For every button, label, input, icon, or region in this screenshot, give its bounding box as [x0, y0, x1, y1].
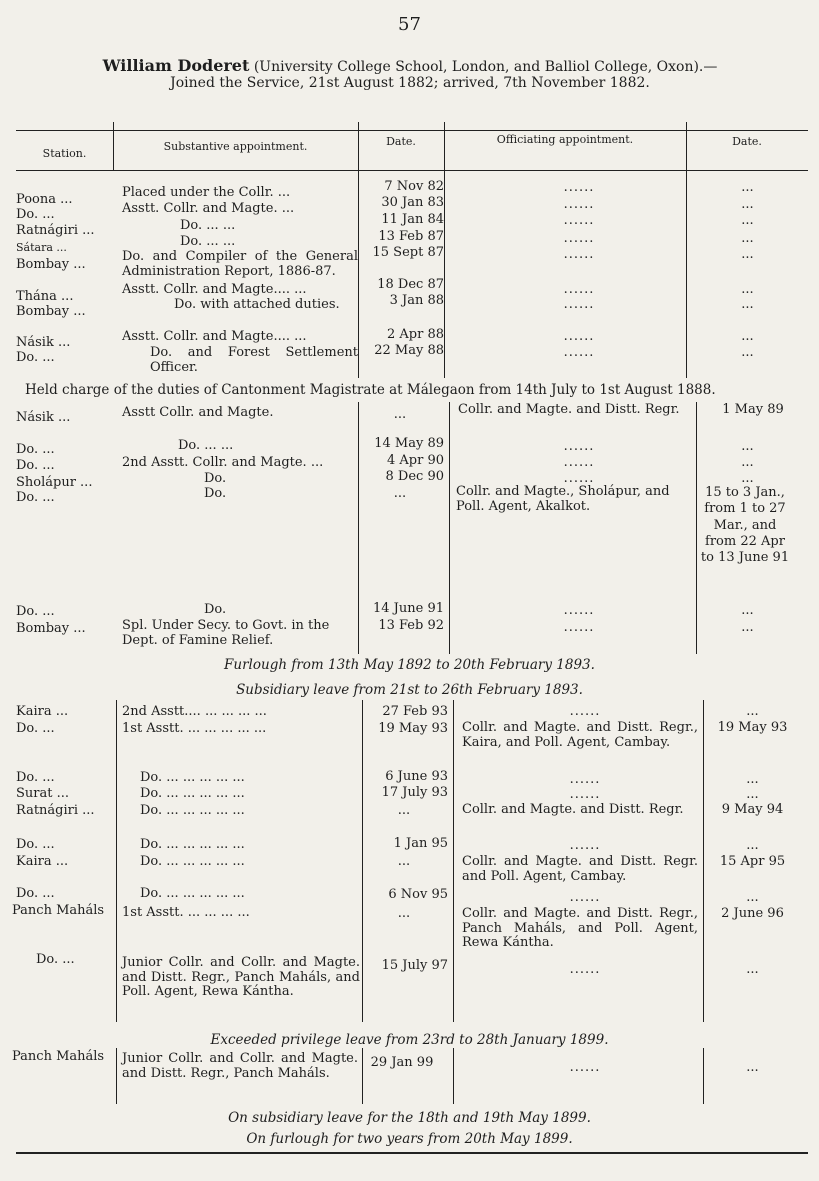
- top-rule: [16, 130, 808, 131]
- substantive-cell: Junior Collr. and Collr. and Magte. and Distt. Regr., Panch Maháls.: [122, 1051, 358, 1081]
- note-privilege-leave: Exceeded privilege leave from 23rd to 28th January 1899.: [210, 1032, 609, 1048]
- date-cell: ...: [397, 803, 411, 818]
- officiating-date-cell: ...: [746, 838, 759, 853]
- substantive-cell: Do.: [204, 602, 227, 617]
- officiating-cell: ......: [563, 603, 595, 618]
- col-line-1c: [116, 700, 117, 1022]
- officiating-cell: ......: [563, 471, 595, 486]
- officiating-cell: ......: [563, 282, 595, 297]
- officiating-cell: ......: [563, 231, 595, 246]
- substantive-cell: Asstt Collr. and Magte.: [122, 405, 274, 420]
- date-cell: ...: [397, 854, 411, 869]
- officiating-cell: ......: [563, 247, 595, 262]
- substantive-cell: Do. ... ...: [180, 234, 236, 249]
- date-cell: 18 Dec 87: [377, 277, 444, 292]
- officiating-date-cell: 1 May 89: [722, 402, 784, 417]
- officiating-cell: Collr. and Magte. and Distt. Regr.: [462, 802, 684, 817]
- header-odate: Date.: [732, 135, 762, 148]
- officiating-cell: Collr. and Magte. and Distt. Regr., Kaira, and Poll. Agent, Cambay.: [462, 720, 698, 750]
- date-cell: 13 Feb 92: [378, 618, 444, 633]
- station-cell: Panch Maháls: [12, 903, 105, 918]
- officiating-cell: Collr. and Magte. and Distt. Regr.: [458, 402, 680, 417]
- officiating-date-cell: ...: [741, 247, 754, 262]
- station-cell: Násik ...: [16, 410, 71, 425]
- substantive-cell: Asstt. Collr. and Magte. ...: [122, 201, 295, 216]
- station-cell: Poona ...: [16, 192, 73, 207]
- officiating-date-cell: ...: [741, 282, 754, 297]
- station-cell: Do. ...: [16, 837, 55, 852]
- note-subsidiary-1899: On subsidiary leave for the 18th and 19th May 1899.: [228, 1110, 591, 1126]
- header-station: Station.: [42, 147, 87, 160]
- substantive-cell: Do. with attached duties.: [174, 297, 340, 312]
- date-cell: 7 Nov 82: [384, 179, 444, 194]
- col-line-3a: [444, 122, 445, 378]
- officiating-date-cell: ...: [741, 329, 754, 344]
- date-cell: 29 Jan 99: [370, 1055, 434, 1070]
- officiating-date-cell: 2 June 96: [721, 906, 784, 921]
- note-cantonment-charge: Held charge of the duties of Cantonment Magistrate at Málegaon from 14th July to 1st August 1888.: [25, 382, 716, 398]
- station-cell: Ratnágiri ...: [16, 223, 95, 238]
- officiating-date-cell: 19 May 93: [717, 720, 788, 735]
- substantive-cell: 2nd Asstt. Collr. and Magte. ...: [122, 455, 324, 470]
- station-cell: Do. ...: [36, 952, 75, 967]
- header-officiating: Officiating appointment.: [496, 133, 634, 146]
- officiating-cell: ......: [563, 213, 595, 228]
- station-cell: Do. ...: [16, 721, 55, 736]
- station-cell: Kaira ...: [16, 854, 69, 869]
- date-cell: 17 July 93: [381, 785, 448, 800]
- officiating-date-cell: 15 to 3 Jan., from 1 to 27 Mar., and from 22 Apr to 13 June 91: [700, 485, 790, 566]
- officiating-date-cell: ...: [746, 1060, 759, 1075]
- officiating-date-cell: ...: [741, 213, 754, 228]
- station-cell: Do. ...: [16, 442, 55, 457]
- substantive-cell: Do. ... ... ... ... ...: [140, 837, 245, 852]
- date-cell: 6 June 93: [385, 769, 448, 784]
- date-cell: 8 Dec 90: [385, 469, 444, 484]
- officiating-cell: ......: [569, 838, 601, 853]
- officiating-date-cell: ...: [741, 345, 754, 360]
- officiating-cell: ......: [563, 197, 595, 212]
- officiating-date-cell: ...: [746, 787, 759, 802]
- station-cell: Do. ...: [16, 207, 55, 222]
- date-cell: ...: [393, 486, 407, 501]
- officer-education: (University College School, London, and Balliol College, Oxon).—: [253, 59, 718, 75]
- officiating-cell: ......: [563, 180, 595, 195]
- date-cell: ...: [397, 906, 411, 921]
- officiating-cell: Collr. and Magte. and Distt. Regr., Panch Maháls, and Poll. Agent, Rewa Kántha.: [462, 906, 698, 950]
- station-cell: Bombay ...: [16, 257, 86, 272]
- substantive-cell: Do.: [204, 486, 227, 501]
- station-cell: Do. ...: [16, 886, 55, 901]
- officiating-cell: ......: [569, 704, 601, 719]
- col-line-4d: [703, 1048, 704, 1104]
- officer-name: William Doderet: [102, 56, 250, 75]
- substantive-cell: Spl. Under Secy. to Govt. in the Dept. of Famine Relief.: [122, 618, 330, 648]
- officiating-date-cell: ...: [741, 297, 754, 312]
- station-cell: Ratnágiri ...: [16, 803, 95, 818]
- station-cell: Sholápur ...: [16, 475, 93, 490]
- officiating-cell: ......: [563, 439, 595, 454]
- substantive-cell: Do. ... ... ... ... ...: [140, 854, 245, 869]
- substantive-cell: Do. ... ... ... ... ...: [140, 886, 245, 901]
- officiating-cell: ......: [569, 962, 601, 977]
- station-cell: Thána ...: [16, 289, 74, 304]
- date-cell: 27 Feb 93: [382, 704, 448, 719]
- substantive-cell: Do. ... ...: [180, 218, 236, 233]
- substantive-cell: 1st Asstt. ... ... ... ... ...: [122, 721, 267, 736]
- substantive-cell: Asstt. Collr. and Magte.... ...: [122, 329, 307, 344]
- date-cell: 14 May 89: [374, 436, 444, 451]
- officiating-date-cell: ...: [741, 455, 754, 470]
- officiating-date-cell: ...: [746, 704, 759, 719]
- station-cell: Do. ...: [16, 770, 55, 785]
- note-subsidiary-1893: Subsidiary leave from 21st to 26th February 1893.: [236, 682, 583, 698]
- officiating-cell: Collr. and Magte. and Distt. Regr. and Poll. Agent, Cambay.: [462, 854, 698, 884]
- station-cell: Do. ...: [16, 350, 55, 365]
- officiating-date-cell: ...: [741, 231, 754, 246]
- station-cell: Bombay ...: [16, 304, 86, 319]
- officiating-cell: ......: [569, 772, 601, 787]
- officiating-date-cell: ...: [741, 471, 754, 486]
- bottom-rule: [16, 1152, 808, 1154]
- officiating-date-cell: ...: [741, 197, 754, 212]
- officiating-cell: ......: [569, 787, 601, 802]
- substantive-cell: Junior Collr. and Collr. and Magte. and Distt. Regr., Panch Maháls, and Poll. Agent, Rewa Kántha.: [122, 955, 360, 999]
- substantive-cell: Do. ... ... ... ... ...: [140, 786, 245, 801]
- note-furlough-1892: Furlough from 13th May 1892 to 20th February 1893.: [224, 657, 595, 673]
- officiating-date-cell: ...: [746, 962, 759, 977]
- substantive-cell: Do.: [204, 471, 227, 486]
- officiating-cell: ......: [569, 890, 601, 905]
- date-cell: 15 July 97: [381, 958, 448, 973]
- officiating-date-cell: ...: [746, 890, 759, 905]
- page-number: 57: [398, 14, 421, 35]
- date-cell: 6 Nov 95: [388, 887, 448, 902]
- officiating-cell: ......: [563, 345, 595, 360]
- date-cell: 4 Apr 90: [386, 453, 444, 468]
- station-cell: Sátara ...: [16, 241, 67, 254]
- date-cell: 2 Apr 88: [386, 327, 444, 342]
- substantive-cell: Asstt. Collr. and Magte.... ...: [122, 282, 307, 297]
- date-cell: 22 May 88: [374, 343, 444, 358]
- station-cell: Surat ...: [16, 786, 69, 801]
- col-line-3c: [453, 700, 454, 1022]
- substantive-cell: 2nd Asstt.... ... ... ... ...: [122, 704, 267, 719]
- date-cell: 15 Sept 87: [372, 245, 444, 260]
- substantive-cell: Placed under the Collr. ...: [122, 185, 291, 200]
- officiating-date-cell: 15 Apr 95: [719, 854, 786, 869]
- station-cell: Panch Maháls: [12, 1049, 105, 1064]
- substantive-cell: 1st Asstt. ... ... ... ...: [122, 905, 250, 920]
- date-cell: ...: [393, 407, 407, 422]
- officiating-cell: ......: [563, 455, 595, 470]
- station-cell: Násik ...: [16, 335, 71, 350]
- officer-header: [50, 58, 770, 91]
- col-line-3b: [449, 402, 450, 654]
- date-cell: 14 June 91: [373, 601, 444, 616]
- officiating-date-cell: ...: [741, 603, 754, 618]
- officiating-date-cell: 9 May 94: [721, 802, 784, 817]
- station-cell: Kaira ...: [16, 704, 69, 719]
- substantive-cell: Do. and Forest Settlement Officer.: [150, 345, 358, 375]
- officiating-date-cell: ...: [741, 620, 754, 635]
- officiating-date-cell: ...: [741, 439, 754, 454]
- date-cell: 19 May 93: [378, 721, 448, 736]
- substantive-cell: Do. and Compiler of the General Administration Report, 1886-87.: [122, 249, 358, 279]
- note-furlough-1899: On furlough for two years from 20th May 1899.: [246, 1131, 573, 1147]
- header-rule: [16, 170, 808, 171]
- substantive-cell: Do. ... ...: [178, 438, 234, 453]
- substantive-cell: Do. ... ... ... ... ...: [140, 803, 245, 818]
- date-cell: 30 Jan 83: [381, 195, 444, 210]
- date-cell: 11 Jan 84: [381, 212, 444, 227]
- date-cell: 3 Jan 88: [389, 293, 444, 308]
- officiating-cell: ......: [563, 329, 595, 344]
- officiating-date-cell: ...: [741, 180, 754, 195]
- header-substantive: Substantive appointment.: [163, 140, 308, 153]
- substantive-cell: Do. ... ... ... ... ...: [140, 770, 245, 785]
- officiating-date-cell: ...: [746, 772, 759, 787]
- station-cell: Bombay ...: [16, 621, 86, 636]
- header-date: Date.: [386, 135, 416, 148]
- station-cell: Do. ...: [16, 490, 55, 505]
- col-line-1d: [116, 1048, 117, 1104]
- officiating-cell: ......: [569, 1060, 601, 1075]
- officiating-cell: ......: [563, 297, 595, 312]
- date-cell: 13 Feb 87: [378, 229, 444, 244]
- date-cell: 1 Jan 95: [393, 836, 448, 851]
- officer-joined: Joined the Service, 21st August 1882; arrived, 7th November 1882.: [170, 75, 650, 91]
- col-line-3d: [453, 1048, 454, 1104]
- officiating-cell: Collr. and Magte., Sholápur, and Poll. Agent, Akalkot.: [456, 484, 670, 514]
- station-cell: Do. ...: [16, 604, 55, 619]
- station-cell: Do. ...: [16, 458, 55, 473]
- officiating-cell: ......: [563, 620, 595, 635]
